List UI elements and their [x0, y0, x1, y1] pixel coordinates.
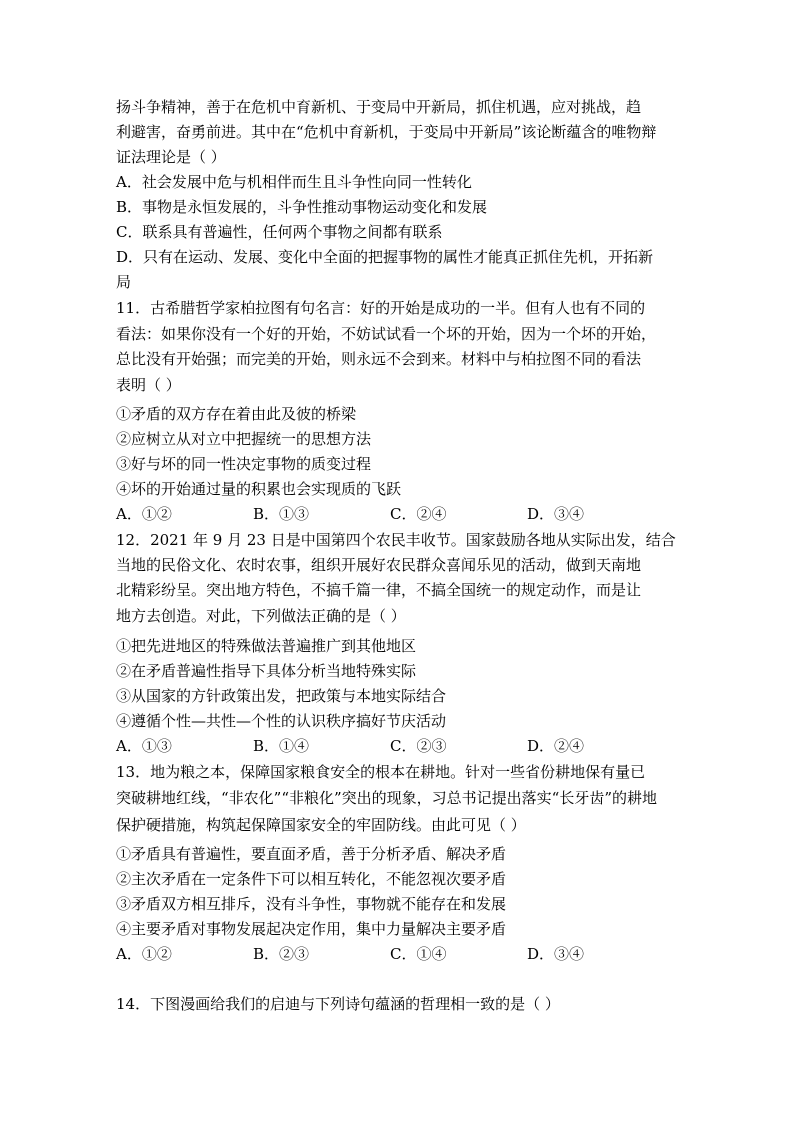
q11-item-3: ③好与坏的同一性决定事物的质变过程: [116, 455, 372, 473]
q12-choice-a: A．①③: [116, 737, 172, 755]
q13-item-2: ②主次矛盾在一定条件下可以相互转化，不能忽视次要矛盾: [116, 870, 507, 888]
q13-item-4: ④主要矛盾对事物发展起决定作用，集中力量解决主要矛盾: [116, 920, 507, 938]
q13-choice-a: A．①②: [116, 945, 172, 963]
q13-item-1: ①矛盾具有普遍性，要直面矛盾，善于分析矛盾、解决矛盾: [116, 845, 507, 863]
q10-option-c: C．联系具有普遍性，任何两个事物之间都有联系: [116, 223, 443, 241]
q13-line-3: 保护硬措施，构筑起保障国家安全的牢固防线。由此可见（ ）: [116, 816, 526, 834]
q13-choice-b: B．②③: [253, 945, 310, 963]
q13-choice-c: C．①④: [390, 945, 447, 963]
q10-line-2: 利避害，奋勇前进。其中在“危机中育新机，于变局中开新局”该论断蕴含的唯物辩: [116, 123, 657, 141]
q11-choice-c: C．②④: [390, 505, 447, 523]
q11-line-4: 表明（ ）: [116, 376, 181, 394]
q12-line-1: 12．2021 年 9 月 23 日是中国第四个农民丰收节。国家鼓励各地从实际出发，结合: [116, 531, 676, 549]
q13-line-2: 突破耕地红线，“非农化”“非粮化”突出的现象，习总书记提出落实“长牙齿”的耕地: [116, 789, 658, 807]
q11-line-1: 11．古希腊哲学家柏拉图有句名言：好的开始是成功的一半。但有人也有不同的: [116, 299, 646, 317]
q12-line-2: 当地的民俗文化、农时农事，组织开展好农民群众喜闻乐见的活动，做到天南地: [116, 556, 642, 574]
q13-item-3: ③矛盾双方相互排斥，没有斗争性，事物就不能存在和发展: [116, 895, 507, 913]
q10-line-3: 证法理论是（ ）: [116, 148, 226, 166]
q12-choice-d: D．②④: [527, 737, 585, 755]
q11-item-2: ②应树立从对立中把握统一的思想方法: [116, 430, 372, 448]
q11-choice-d: D．③④: [527, 505, 585, 523]
q11-item-1: ①矛盾的双方存在着由此及彼的桥梁: [116, 405, 357, 423]
q10-option-d: D．只有在运动、发展、变化中全面的把握事物的属性才能真正抓住先机，开拓新: [116, 248, 654, 266]
q11-choice-b: B．①③: [253, 505, 310, 523]
q12-choice-b: B．①④: [253, 737, 310, 755]
q10-option-a: A．社会发展中危与机相伴而生且斗争性向同一性转化: [116, 173, 472, 191]
q13-choice-d: D．③④: [527, 945, 585, 963]
q12-item-2: ②在矛盾普遍性指导下具体分析当地特殊实际: [116, 662, 417, 680]
q12-choice-c: C．②③: [390, 737, 447, 755]
q12-item-3: ③从国家的方针政策出发，把政策与本地实际结合: [116, 687, 447, 705]
q11-choices: [116, 502, 676, 527]
q10-option-d-cont: 局: [116, 273, 132, 291]
q14-line-1: 14．下图漫画给我们的启迪与下列诗句蕴涵的哲理相一致的是（ ）: [116, 995, 560, 1013]
q11-line-2: 看法：如果你没有一个好的开始，不妨试试看一个坏的开始，因为一个坏的开始，: [116, 325, 657, 343]
q10-option-b: B．事物是永恒发展的，斗争性推动事物运动变化和发展: [116, 198, 488, 216]
q12-line-4: 地方去创造。对此，下列做法正确的是（ ）: [116, 607, 406, 625]
q12-choices: [116, 734, 676, 759]
q13-line-1: 13．地为粮之本，保障国家粮食安全的根本在耕地。针对一些省份耕地保有量已: [116, 763, 646, 781]
q11-line-3: 总比没有开始强；而完美的开始，则永远不会到来。材料中与柏拉图不同的看法: [116, 350, 642, 368]
q11-choice-a: A．①②: [116, 505, 172, 523]
q12-item-1: ①把先进地区的特殊做法普遍推广到其他地区: [116, 637, 417, 655]
q13-choices: [116, 942, 676, 967]
q10-line-1: 扬斗争精神，善于在危机中育新机、于变局中开新局，抓住机遇，应对挑战，趋: [116, 98, 642, 116]
q12-line-3: 北精彩纷呈。突出地方特色，不搞千篇一律，不搞全国统一的规定动作，而是让: [116, 581, 642, 599]
q12-item-4: ④遵循个性—共性—个性的认识秩序搞好节庆活动: [116, 712, 447, 730]
q11-item-4: ④坏的开始通过量的积累也会实现质的飞跃: [116, 480, 402, 498]
